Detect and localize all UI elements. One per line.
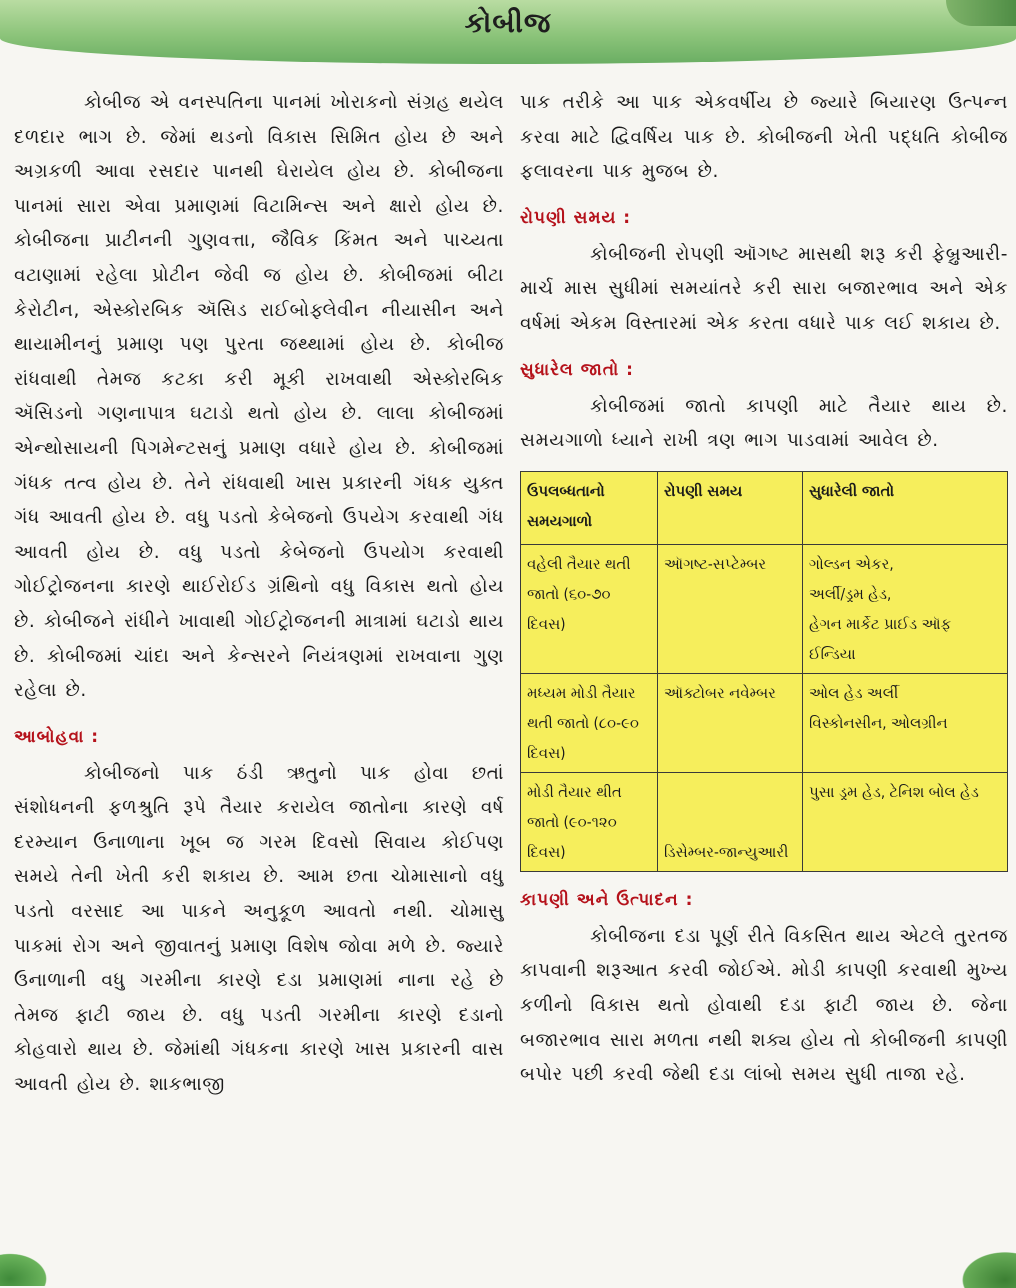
cell-planting: ડિસેમ્બર-જાન્યુઆરી [658, 772, 803, 871]
planting-heading: રોપણી સમય : [520, 207, 632, 228]
harvest-heading: કાપણી અને ઉત્પાદન : [520, 889, 694, 910]
table-row [521, 544, 1008, 673]
cell-varieties [803, 673, 1008, 772]
cell-varieties [803, 772, 1008, 871]
header-varieties: સુધારેલી જાતો [803, 471, 1008, 544]
variety-item: ગોલ્ડન એકર, [809, 554, 894, 573]
climate-heading: આબોહવા : [14, 726, 100, 747]
right-column [520, 86, 1008, 1093]
table-row [521, 772, 1008, 871]
page-title: કોબીજ [464, 6, 552, 39]
leaf-decoration-bottom-left [0, 1250, 52, 1286]
varieties-table [520, 471, 1008, 872]
continuation-paragraph: પાક તરીકે આ પાક એકવર્ષીય છે જ્યારે બિયારણ ઉત્પન્ન કરવા માટે દ્વિવર્ષિય પાક છે. કોબીજની ખેતી પદ્ધતિ કોબીજ ફલાવરના પાક મુજબ છે. [520, 92, 1008, 183]
cell-period: મધ્યમ મોડી તૈયાર થતી જાતો (૮૦-૯૦ દિવસ) [521, 673, 658, 772]
variety-item: વિસ્કોનસીન, ઓલગ્રીન [809, 713, 948, 732]
cell-period: વહેલી તૈયાર થતી જાતો (૬૦-૭૦ દિવસ) [521, 544, 658, 673]
cell-planting: ઑગષ્ટ-સપ્ટેમ્બર [658, 544, 803, 673]
intro-paragraph: કોબીજ એ વનસ્પતિના પાનમાં ખોરાકનો સંગ્રહ થયેલ દળદાર ભાગ છે. જેમાં થડનો વિકાસ સિમિત હોય છે અને અગ્રકળી આવા રસદાર પાનથી ઘેરાયેલ હોય છે. કોબીજના પાનમાં સારા એવા પ્રમાણમાં વિટામિન્સ અને ક્ષારો હોય છે. કોબીજના પ્રાટીનની ગુણવત્તા, જૈવિક કિંમત અને પાચ્યતા વટાણામાં રહેલા પ્રોટીન જેવી જ હોય છે. કોબીજમાં બીટા કેરોટીન, એસ્કોરબિક ઍસિડ રાઈબોફ્લેવીન નીયાસીન અને થાયામીનનું પ્રમાણ પણ પુરતા જથ્થામાં હોય છે. કોબીજ રાંધવાથી તેમજ કટકા કરી મૂકી રાખવાથી એસ્કોરબિક ઍસિડનો ગણનાપાત્ર ઘટાડો થતો હોય છે. લાલા કોબીજમાં એન્થોસાયની પિગમેન્ટસનું પ્રમાણ વધારે હોય છે. કોબીજમાં ગંધક તત્વ હોય છે. તેને રાંધવાથી ખાસ પ્રકારની ગંધક યુક્ત ગંધ આવતી હોય છે. વધુ પડતો કેબેજનો ઉપયેગ કરવાથી ગંધ આવતી હોય છે. વધુ પડતો કેબેજનો ઉપયોગ કરવાથી ગોઈટ્રોજનના કારણે થાઈરોઈડ ગ્રંથિનો વધુ વિકાસ થતો હોય છે. કોબીજને રાંધીને ખાવાથી ગોઈટ્રોજનની માત્રામાં ઘટાડો થાય છે. કોબીજમાં ચાંદા અને કેન્સરને નિયંત્રણમાં રાખવાના ગુણ રહેલા છે. [14, 92, 504, 702]
variety-item: પુસા ડ્રમ હેડ, ટેનિશ બોલ હેડ [809, 782, 979, 801]
cell-period: મોડી તૈયાર થીત જાતો (૯૦-૧૨૦ દિવસ) [521, 772, 658, 871]
varieties-heading: સુધારેલ જાતો : [520, 359, 634, 380]
varieties-paragraph: કોબીજમાં જાતો કાપણી માટે તૈયાર થાય છે. સમયગાળો ધ્યાને રાખી ત્રણ ભાગ પાડવામાં આવેલ છે. [520, 395, 1008, 452]
cell-planting: ઑક્ટોબર નવેમ્બર [658, 673, 803, 772]
header-period: ઉપલબ્ધતાનો સમયગાળો [521, 471, 658, 544]
variety-item: હેગન માર્કેટ પ્રાઈડ ઑફ ઈન્ડિયા [809, 614, 952, 663]
leaf-decoration-bottom-right [956, 1248, 1016, 1288]
variety-item: ઓલ હેડ અર્લી [809, 683, 899, 702]
planting-paragraph: કોબીજની રોપણી ઑગષ્ટ માસથી શરૂ કરી ફેબ્રુઆરી-માર્ચ માસ સુધીમાં સમયાંતરે કરી સારા બજારભાવ અને એક વર્ષમાં એકમ વિસ્તારમાં એક કરતા વધારે પાક લઈ શકાય છે. [520, 243, 1009, 334]
climate-paragraph: કોબીજનો પાક ઠંડી ઋતુનો પાક હોવા છતાં સંશોધનની ફળશ્રુતિ રૂપે તૈયાર કરાયેલ જાતોના કારણે વર્ષ દરમ્યાન ઉનાળાના ખૂબ જ ગરમ દિવસો સિવાય કોઈપણ સમયે તેની ખેતી કરી શકાય છે. આમ છતા ચોમાસાનો વધુ પડતો વરસાદ આ પાકને અનુકૂળ આવતો નથી. ચોમાસુ પાકમાં રોગ અને જીવાતનું પ્રમાણ વિશેષ જોવા મળે છે. જ્યારે ઉનાળાની વધુ ગરમીના કારણે દડા પ્રમાણમાં નાના રહે છે તેમજ ફાટી જાય છે. વધુ પડતી ગરમીના કારણે દડાનો કોહવારો થાય છે. જેમાંથી ગંધકના કારણે ખાસ પ્રકારની વાસ આવતી હોય છે. શાકભાજી [14, 762, 504, 1096]
left-column [14, 86, 504, 1103]
variety-item: અર્લી/ડ્રમ હેડ, [809, 584, 892, 603]
header-planting: રોપણી સમય [658, 471, 803, 544]
table-row [521, 673, 1008, 772]
table-header-row [521, 471, 1008, 544]
cell-varieties [803, 544, 1008, 673]
harvest-paragraph: કોબીજના દડા પૂર્ણ રીતે વિકસિત થાય એટલે તુરતજ કાપવાની શરૂઆત કરવી જોઈએ. મોડી કાપણી કરવાથી મુખ્ય કળીનો વિકાસ થતો હોવાથી દડા ફાટી જાય છે. જેના બજારભાવ સારા મળતા નથી શક્ય હોય તો કોબીજની કાપણી બપોર પછી કરવી જેથી દડા લાંબો સમય સુધી તાજા રહે. [520, 925, 1008, 1086]
